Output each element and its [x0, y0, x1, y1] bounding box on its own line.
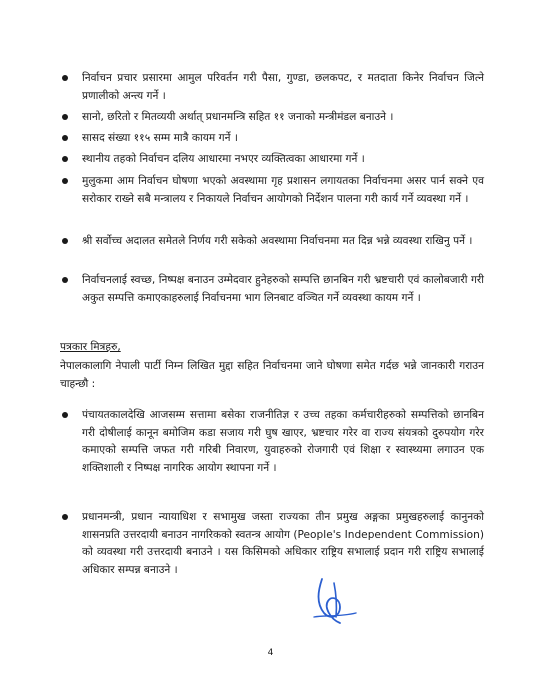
list-item-text: सासद संख्या ११५ सम्म मात्रै कायम गर्ने । [82, 132, 238, 144]
list-item-text: निर्वाचनलाई स्वच्छ, निष्पक्ष बनाउन उम्मेदवार हुनेहरुको सम्पत्ति छानबिन गरी भ्रष्टचारी एवं कालोबजारी गरी अकुत सम्पत्ति कमाएकाहरुलाई निर्वाचनमा भाग लिनबाट वञ्चित गर्ने व्यवस्था कायम गर्ने । [82, 274, 484, 304]
list-item [82, 233, 484, 251]
list-item-text: प्रधानमन्त्री, प्रधान न्यायाधिश र सभामुख जस्ता राज्यका तीन प्रमुख अङ्गका प्रमुखहरुलाई कानुनको शासनप्रति उत्तरदायी बनाउन नागरिकको स्वतन्त्र आयोग (People's Independent Commission) को व्यवस्था गरी उत्तरदायी बनाउने । यस किसिमको अधिकार राष्ट्रिय सभालाई प्रदान गरी राष्ट्रिय सभालाई अधिकार सम्पन्न बनाउने । [82, 511, 484, 576]
list-item [82, 130, 484, 148]
list-item-text: पंचायतकालदेखि आजसम्म सत्तामा बसेका राजनीतिज्ञ र उच्च तहका कर्मचारीहरुको सम्पत्तिको छानबिन गरी दोषीलाई कानून बमोजिम कडा सजाय गरी घुष खाएर, भ्रष्टचार गरेर वा राज्य संयत्रको दुरुपयोग गरेर कमाएको सम्पत्ति जफत गरी गरिबी निवारण, युवाहरुको रोजगारी एवं शिक्षा र स्वास्थ्यमा लगाउन एक शक्तिशाली र निष्पक्ष नागरिक आयोग स्थापना गर्ने । [82, 409, 484, 474]
list-item-text: श्री सर्वोच्च अदालत समेतले निर्णय गरी सकेको अवस्थामा निर्वाचनमा मत दिन्न भन्ने व्यवस्था राखिनु पर्ने । [82, 235, 473, 247]
bullet-icon [62, 75, 68, 81]
list-item [82, 509, 484, 579]
list-item [82, 173, 484, 208]
list-item-text: सानो, छरितो र मितव्ययी अर्थात् प्रधानमन्त्रि सहित ११ जनाको मन्त्रीमंडल बनाउने । [82, 111, 394, 123]
list-item-text: स्थानीय तहको निर्वाचन दलिय आधारमा नभएर व्यक्तित्वका आधारमा गर्ने । [82, 153, 365, 165]
list-item-text: निर्वाचन प्रचार प्रसारमा आमुल परिवर्तन गरी पैसा, गुण्डा, छलकपट, र मतदाता किनेर निर्वाचन जित्ने प्रणालीको अन्त्य गर्ने । [82, 72, 484, 102]
bullet-icon [62, 114, 68, 120]
signature-icon [310, 573, 360, 625]
list-item [82, 151, 484, 169]
bullet-icon [62, 412, 68, 418]
section-heading: पत्रकार मित्रहरु, [60, 341, 121, 353]
bullet-icon [62, 135, 68, 141]
page-number: 4 [267, 648, 274, 658]
list-item [82, 272, 484, 307]
intro-paragraph: नेपालकालागि नेपाली पार्टी निम्न लिखित मुद्दा सहित निर्वाचनमा जाने घोषणा समेत गर्दछ भन्ने जानकारी गराउन चाहन्छौ : [60, 360, 484, 390]
bullet-icon [62, 238, 68, 244]
list-item-text: मुलुकमा आम निर्वाचन घोषणा भएको अवस्थामा गृह प्रशासन लगायतका निर्वाचनमा असर पार्न सक्ने एव सरोकार राख्ने सबै मन्त्रालय र निकायले निर्वाचन आयोगको निर्देशन पालना गरी कार्य गर्ने व्यवस्था गर्ने । [82, 175, 484, 205]
list-item [82, 70, 484, 105]
bullet-icon [62, 178, 68, 184]
bullet-icon [62, 277, 68, 283]
list-item [82, 109, 484, 127]
bullet-icon [62, 514, 68, 520]
bullet-icon [62, 156, 68, 162]
list-item [82, 407, 484, 477]
